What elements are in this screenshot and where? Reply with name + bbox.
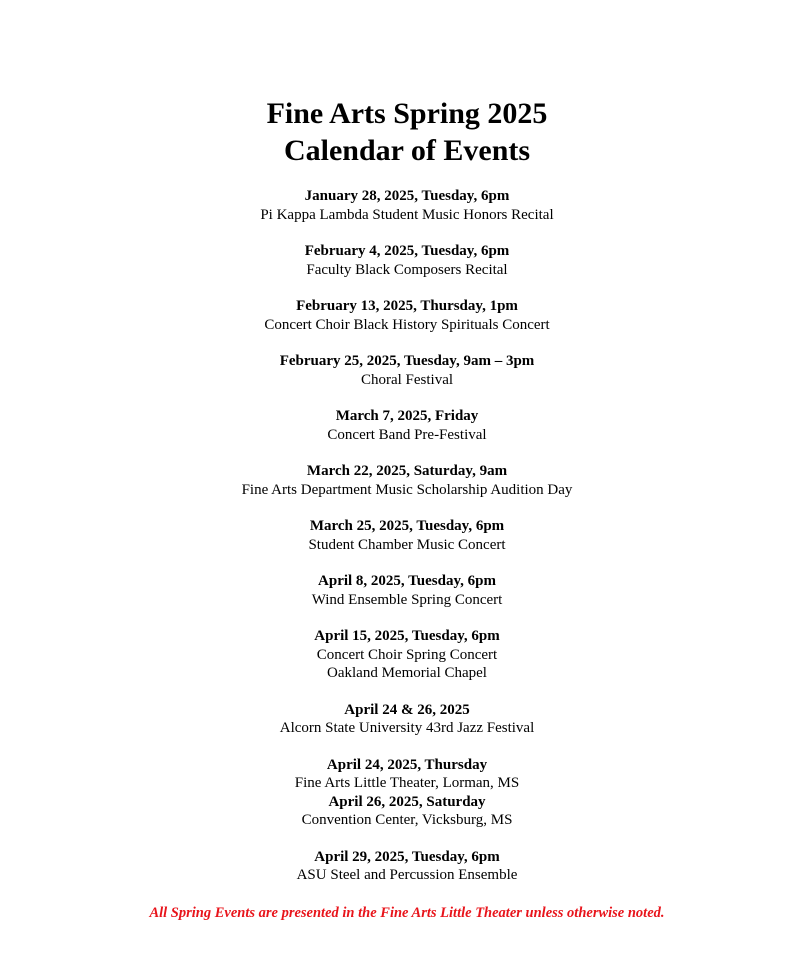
event-description: Oakland Memorial Chapel (327, 665, 487, 681)
event-entry (0, 242, 810, 279)
event-date: February 13, 2025, Thursday, 1pm (296, 298, 518, 314)
event-description: Faculty Black Composers Recital (306, 261, 508, 278)
event-date: April 8, 2025, Tuesday, 6pm (318, 573, 496, 589)
event-description: Concert Choir Black History Spirituals Concert (264, 316, 550, 333)
event-description: Fine Arts Department Music Scholarship Audition Day (241, 481, 573, 498)
event-entry (0, 848, 810, 885)
event-description: Student Chamber Music Concert (308, 536, 506, 553)
event-entry (0, 572, 810, 609)
event-entry (0, 756, 810, 830)
event-entry (0, 462, 810, 499)
title-line-2: Calendar of Events (283, 134, 531, 167)
event-description: Convention Center, Vicksburg, MS (301, 812, 513, 828)
event-date: April 24, 2025, Thursday (326, 756, 488, 773)
event-entry (0, 627, 810, 683)
event-description: Pi Kappa Lambda Student Music Honors Recital (260, 206, 554, 223)
event-entry (0, 352, 810, 389)
event-date: February 4, 2025, Tuesday, 6pm (304, 243, 510, 259)
event-date: April 26, 2025, Saturday (328, 793, 486, 810)
event-date: April 29, 2025, Tuesday, 6pm (314, 848, 500, 865)
event-date: January 28, 2025, Tuesday, 6pm (304, 188, 510, 204)
event-date: February 25, 2025, Tuesday, 9am – 3pm (279, 353, 535, 369)
event-entry (0, 517, 810, 554)
events-list (0, 187, 810, 885)
event-entry (0, 187, 810, 224)
page-title (0, 95, 810, 169)
event-description: Fine Arts Little Theater, Lorman, MS (294, 775, 520, 791)
event-description: Choral Festival (360, 371, 454, 388)
event-date: April 15, 2025, Tuesday, 6pm (314, 628, 500, 644)
event-description: Concert Band Pre-Festival (327, 426, 487, 443)
event-date: April 24 & 26, 2025 (344, 701, 470, 718)
event-entry (0, 701, 810, 738)
event-entry (0, 297, 810, 334)
event-date: March 7, 2025, Friday (335, 408, 479, 424)
event-description: Alcorn State University 43rd Jazz Festival (279, 720, 535, 736)
title-line-1: Fine Arts Spring 2025 (266, 97, 548, 130)
event-date: March 25, 2025, Tuesday, 6pm (309, 518, 505, 534)
event-date: March 22, 2025, Saturday, 9am (306, 463, 508, 479)
event-entry (0, 407, 810, 444)
event-description: Concert Choir Spring Concert (316, 646, 498, 663)
event-description: ASU Steel and Percussion Ensemble (296, 867, 518, 883)
event-description: Wind Ensemble Spring Concert (311, 591, 503, 608)
footnote: All Spring Events are presented in the Fine Arts Little Theater unless otherwise noted. (149, 905, 665, 921)
